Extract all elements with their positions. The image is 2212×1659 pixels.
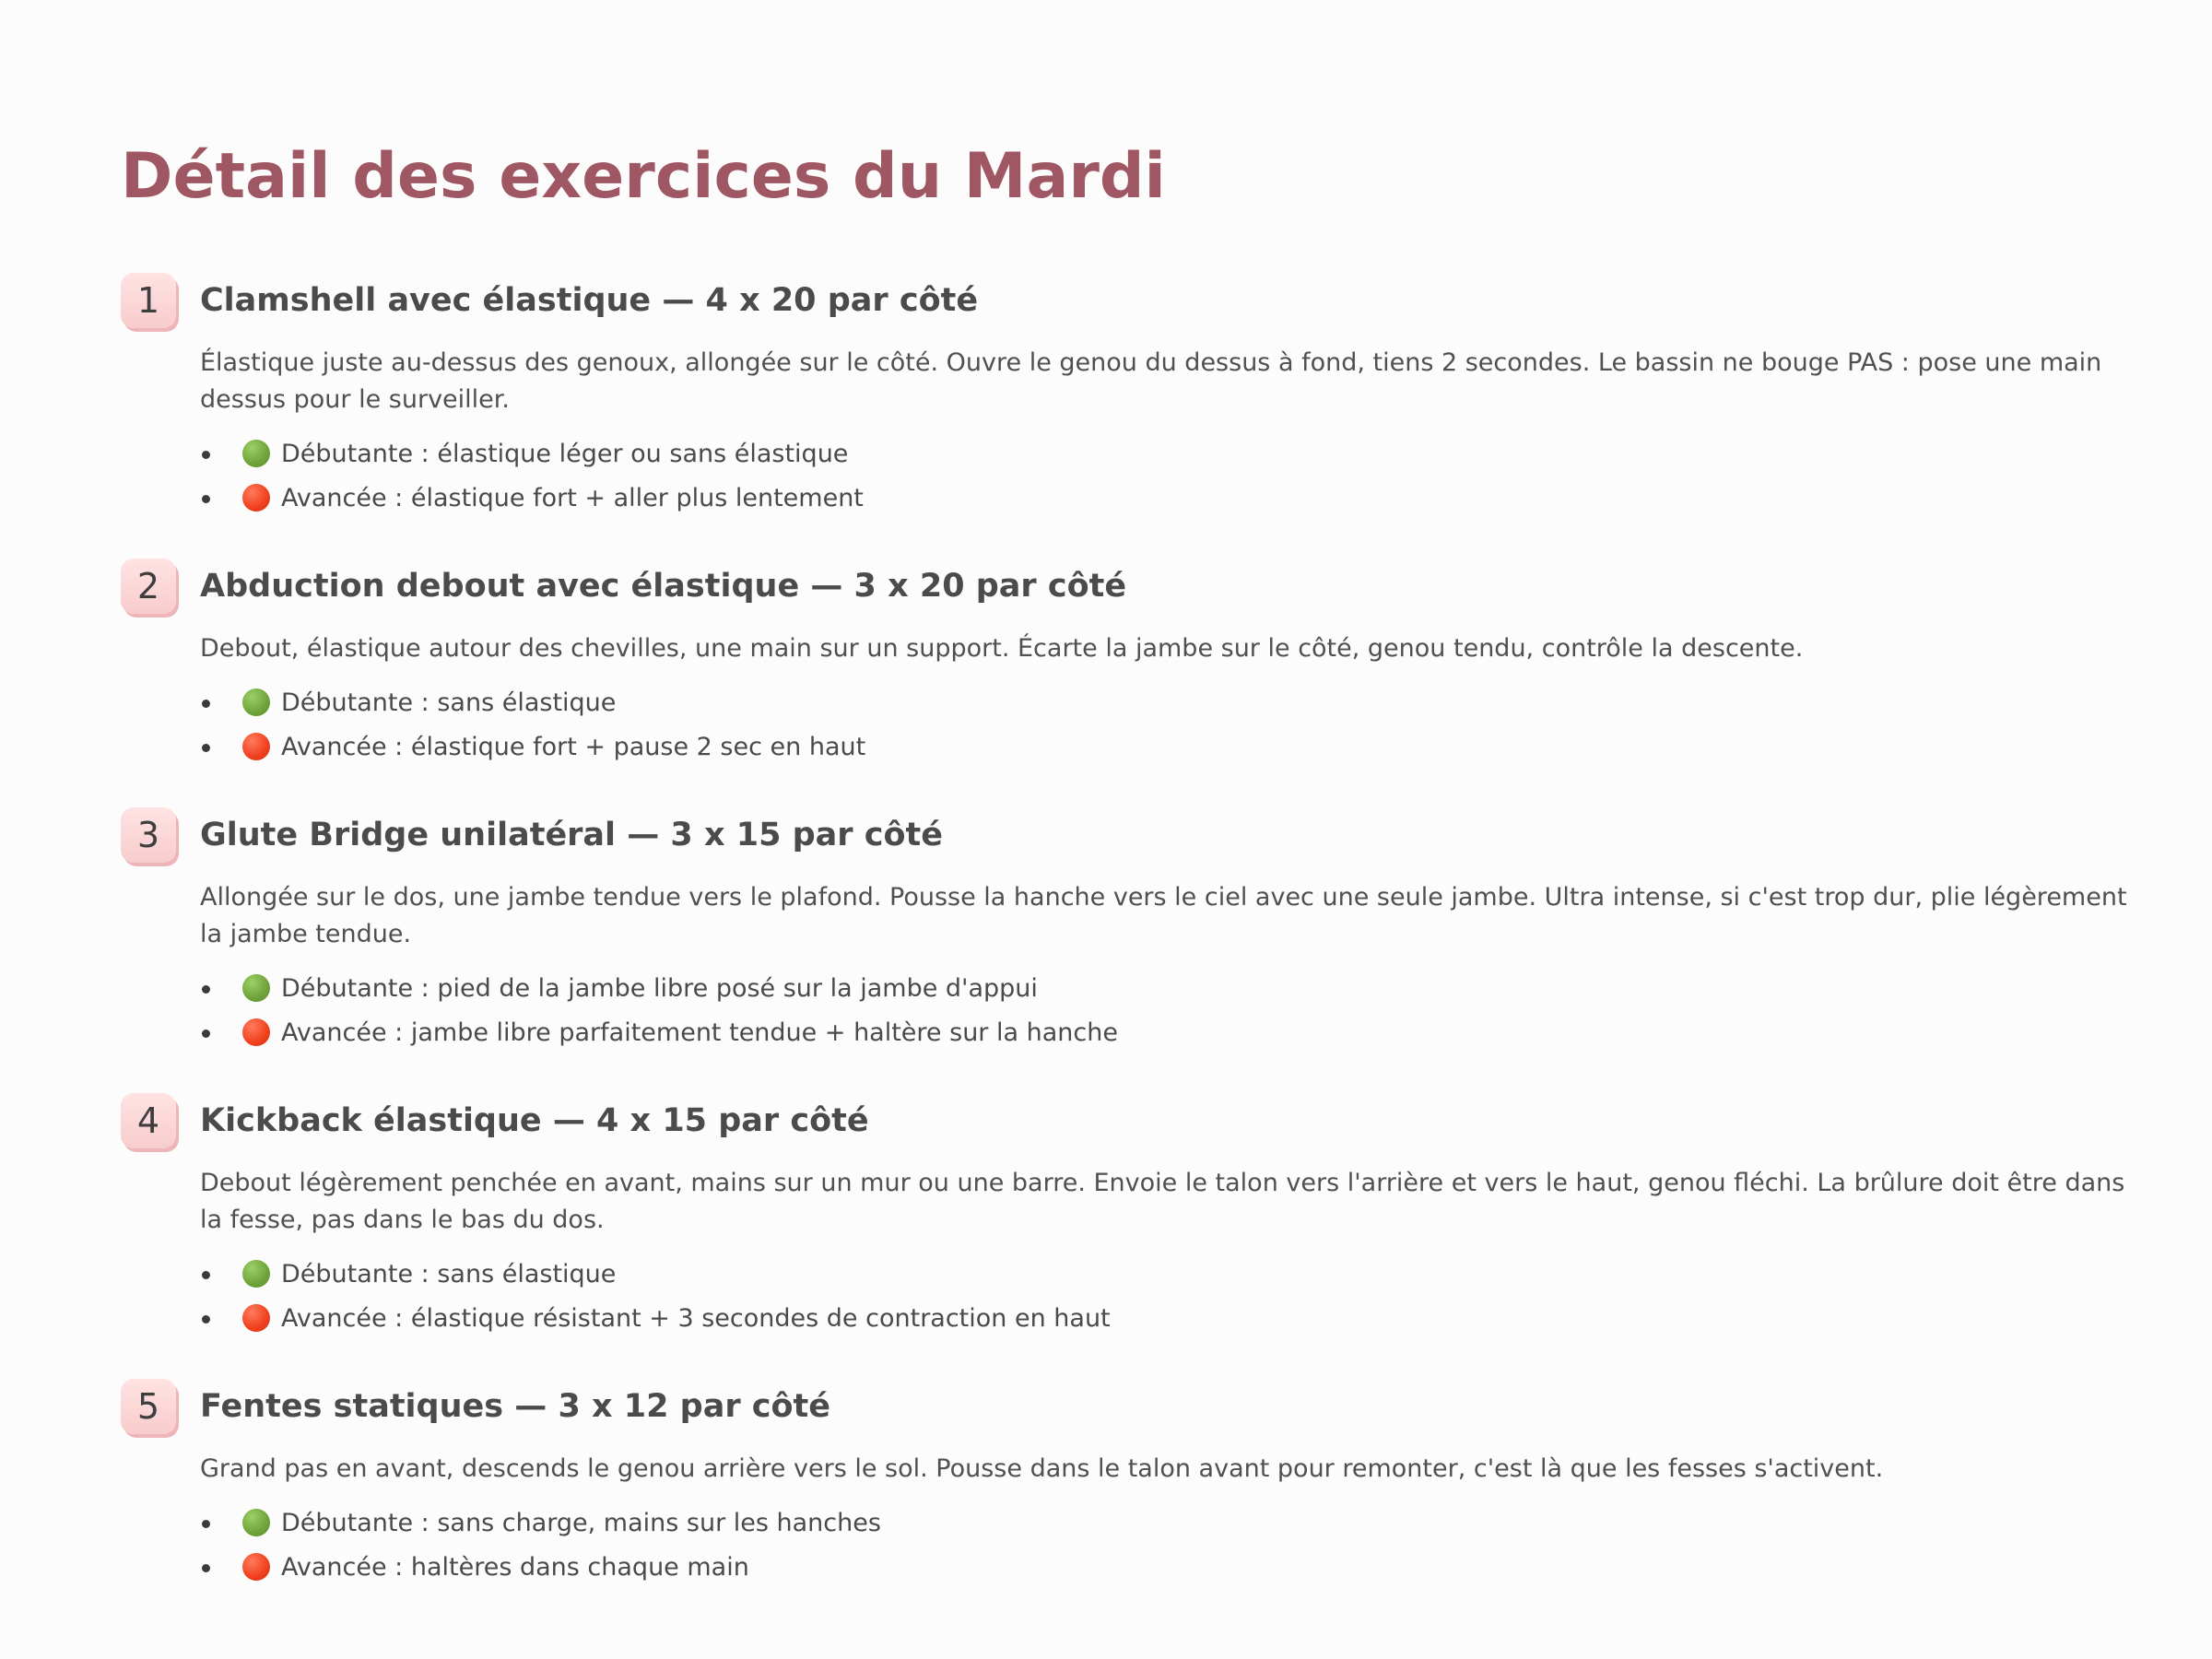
- green-circle-icon: [242, 440, 270, 467]
- level-item-advanced: [200, 1545, 2147, 1589]
- exercise-title: Abduction debout avec élastique — 3 x 20 par côté: [200, 568, 1127, 605]
- bullet: [202, 1564, 210, 1572]
- exercise-title: Glute Bridge unilatéral — 3 x 15 par côté: [200, 817, 943, 853]
- exercise-number-badge: 5: [121, 1379, 176, 1434]
- exercise-description: Debout, élastique autour des chevilles, une main sur un support. Écarte la jambe sur le côté, genou tendu, contrôle la descente.: [200, 634, 1804, 663]
- red-circle-icon: [242, 1553, 270, 1581]
- exercise-description: Debout légèrement penchée en avant, mains sur un mur ou une barre. Envoie le talon vers l'arrière et vers le haut, genou fléchi. La brûlure doit être dans la fesse, pas dans le bas du dos.: [200, 1169, 2125, 1234]
- green-circle-icon: [242, 974, 270, 1002]
- bullet: [202, 700, 210, 708]
- level-list: [200, 680, 2147, 769]
- bullet: [202, 1315, 210, 1324]
- level-item-advanced: [200, 1010, 2147, 1054]
- page-title: Détail des exercices du Mardi: [121, 140, 1166, 213]
- exercise-number-badge: 2: [121, 559, 176, 614]
- exercise-item: [121, 557, 2147, 769]
- level-text-advanced: Avancée : élastique fort + pause 2 sec en haut: [281, 732, 866, 761]
- green-circle-icon: [242, 1509, 270, 1536]
- level-item-beginner: [200, 431, 2147, 476]
- level-item-advanced: [200, 1296, 2147, 1340]
- exercise-item: [121, 806, 2147, 1054]
- level-text-beginner: Débutante : élastique léger ou sans élastique: [281, 439, 849, 468]
- bullet: [202, 1271, 210, 1279]
- exercise-title: Fentes statiques — 3 x 12 par côté: [200, 1388, 831, 1425]
- level-list: [200, 966, 2147, 1054]
- level-text-advanced: Avancée : élastique résistant + 3 secondes de contraction en haut: [281, 1303, 1111, 1333]
- level-list: [200, 1500, 2147, 1589]
- exercise-number-badge: 1: [121, 273, 176, 328]
- level-text-advanced: Avancée : haltères dans chaque main: [281, 1552, 749, 1582]
- red-circle-icon: [242, 484, 270, 512]
- bullet: [202, 495, 210, 503]
- bullet: [202, 985, 210, 994]
- level-text-beginner: Débutante : sans élastique: [281, 688, 617, 717]
- level-list: [200, 431, 2147, 520]
- exercise-description: Grand pas en avant, descends le genou arrière vers le sol. Pousse dans le talon avant pour remonter, c'est là que les fesses s'activent.: [200, 1454, 1884, 1483]
- exercise-item: [121, 1377, 2147, 1589]
- exercise-description: Allongée sur le dos, une jambe tendue vers le plafond. Pousse la hanche vers le ciel avec une seule jambe. Ultra intense, si c'est trop dur, plie légèrement la jambe tendue.: [200, 883, 2127, 948]
- exercise-header: [121, 1091, 2147, 1150]
- exercise-number-badge: 4: [121, 1093, 176, 1148]
- red-circle-icon: [242, 733, 270, 760]
- exercise-header: [121, 1377, 2147, 1436]
- exercise-header: [121, 557, 2147, 616]
- level-item-beginner: [200, 1500, 2147, 1545]
- bullet: [202, 451, 210, 459]
- bullet: [202, 1520, 210, 1528]
- exercise-item: [121, 1091, 2147, 1340]
- bullet: [202, 1030, 210, 1038]
- level-item-beginner: [200, 680, 2147, 724]
- green-circle-icon: [242, 1260, 270, 1288]
- exercise-number-badge: 3: [121, 807, 176, 863]
- level-item-beginner: [200, 1252, 2147, 1296]
- exercise-title: Kickback élastique — 4 x 15 par côté: [200, 1102, 869, 1139]
- level-item-beginner: [200, 966, 2147, 1010]
- level-text-beginner: Débutante : pied de la jambe libre posé sur la jambe d'appui: [281, 973, 1038, 1003]
- level-text-beginner: Débutante : sans charge, mains sur les hanches: [281, 1508, 881, 1537]
- level-text-advanced: Avancée : jambe libre parfaitement tendue + haltère sur la hanche: [281, 1018, 1118, 1047]
- level-text-advanced: Avancée : élastique fort + aller plus lentement: [281, 483, 864, 512]
- red-circle-icon: [242, 1018, 270, 1046]
- bullet: [202, 744, 210, 752]
- exercise-item: [121, 271, 2147, 520]
- green-circle-icon: [242, 688, 270, 716]
- exercise-header: [121, 806, 2147, 865]
- exercise-description: Élastique juste au-dessus des genoux, allongée sur le côté. Ouvre le genou du dessus à fond, tiens 2 secondes. Le bassin ne bouge PAS : pose une main dessus pour le surveiller.: [200, 348, 2102, 414]
- exercise-header: [121, 271, 2147, 330]
- level-text-beginner: Débutante : sans élastique: [281, 1259, 617, 1288]
- level-list: [200, 1252, 2147, 1340]
- red-circle-icon: [242, 1304, 270, 1332]
- exercise-title: Clamshell avec élastique — 4 x 20 par côté: [200, 282, 979, 319]
- level-item-advanced: [200, 724, 2147, 769]
- level-item-advanced: [200, 476, 2147, 520]
